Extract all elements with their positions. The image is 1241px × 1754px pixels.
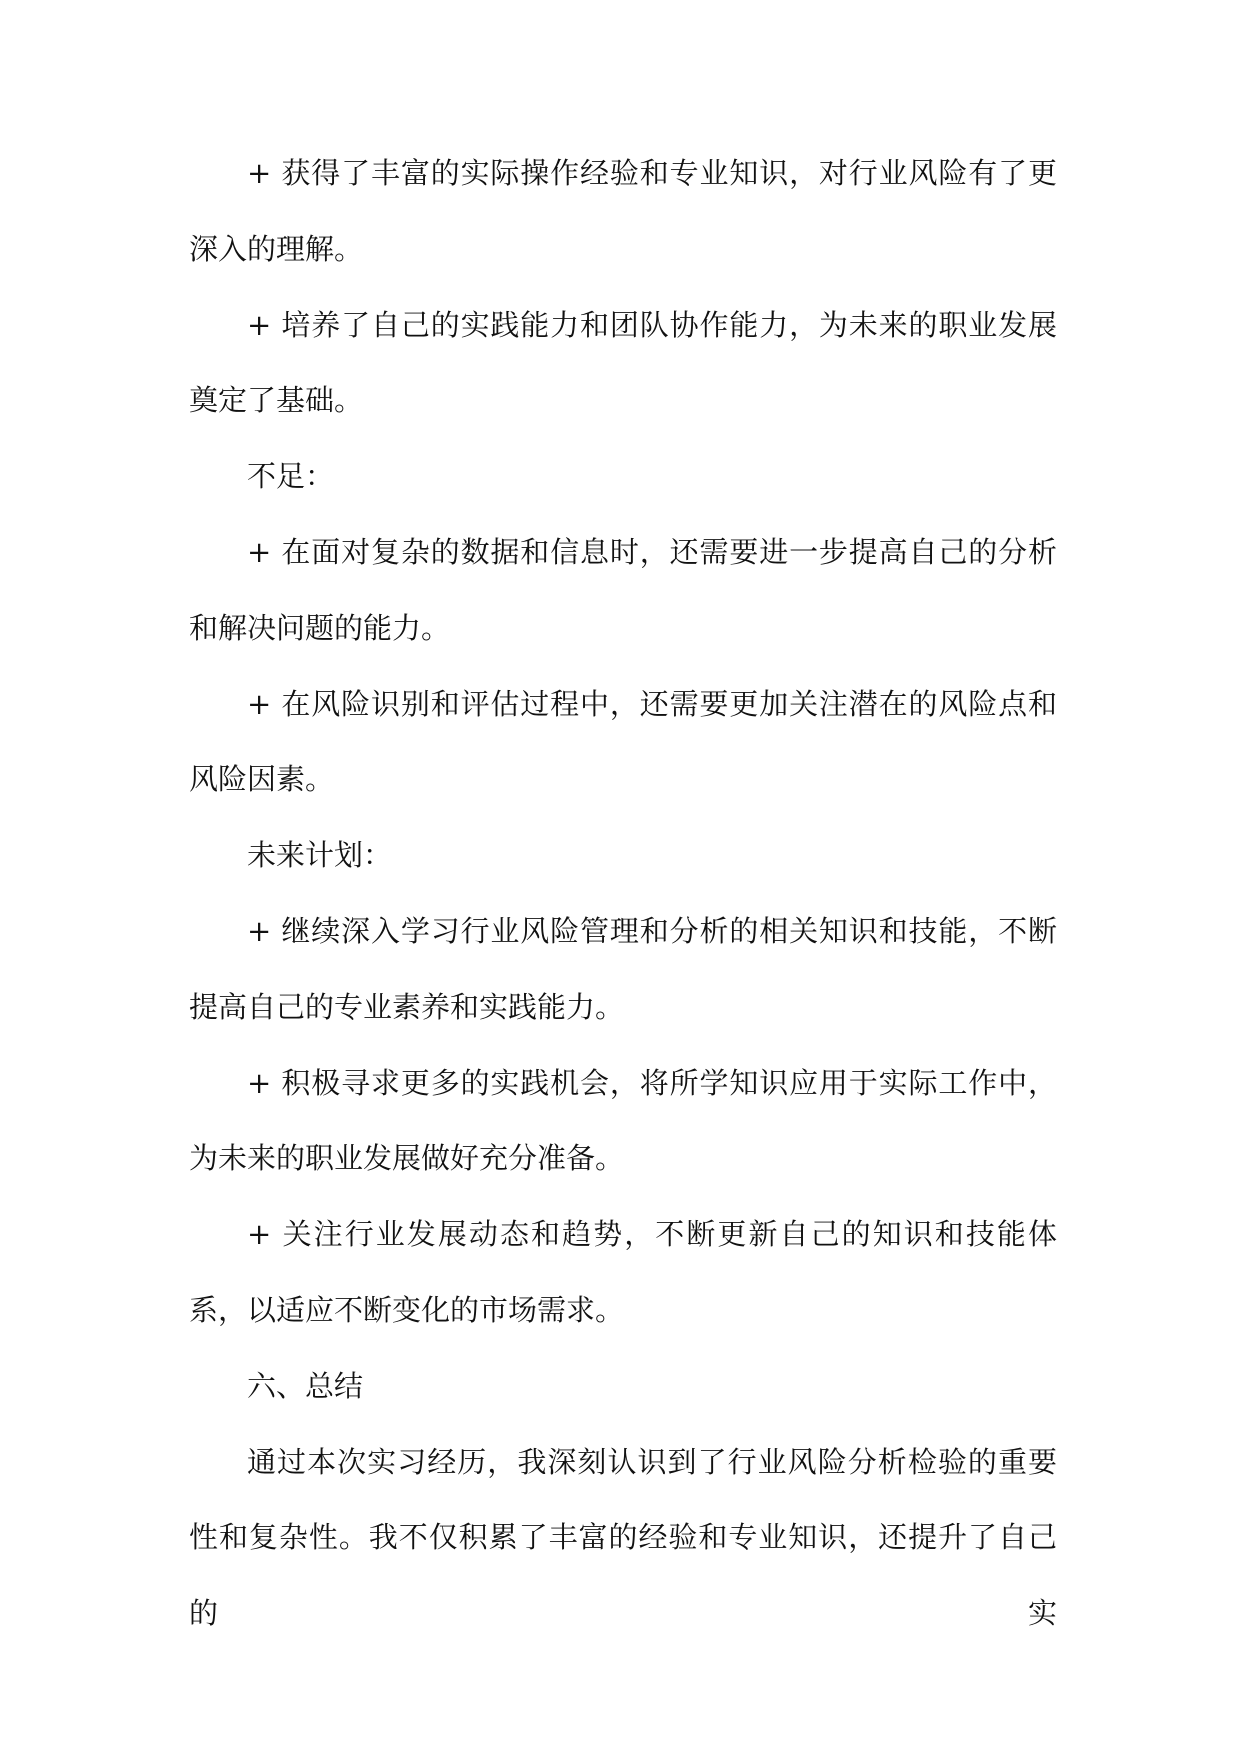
document-body	[189, 136, 1057, 1652]
future-plan-heading: 未来计划：	[247, 838, 393, 873]
future-plan-item-trends: + 关注行业发展动态和趋势，不断更新自己的知识和技能体系，以适应不断变化的市场需求。	[189, 1217, 1057, 1327]
achievement-item-skills: + 培养了自己的实践能力和团队协作能力，为未来的职业发展奠定了基础。	[189, 307, 1057, 418]
shortcoming-item-risk-identification: + 在风险识别和评估过程中，还需要更加关注潜在的风险点和风险因素。	[189, 686, 1057, 797]
achievement-item-experience: + 获得了丰富的实际操作经验和专业知识，对行业风险有了更深入的理解。	[189, 156, 1057, 266]
summary-paragraph: 通过本次实习经历，我深刻认识到了行业风险分析检验的重要性和复杂性。我不仅积累了丰富的经验和专业知识，还提升了自己的实	[189, 1444, 1057, 1631]
summary-heading: 六、总结	[247, 1368, 364, 1403]
shortcomings-heading: 不足：	[247, 459, 335, 494]
shortcoming-item-analysis: + 在面对复杂的数据和信息时，还需要进一步提高自己的分析和解决问题的能力。	[189, 534, 1057, 645]
future-plan-item-practice: + 积极寻求更多的实践机会，将所学知识应用于实际工作中，为未来的职业发展做好充分准备。	[189, 1065, 1057, 1176]
future-plan-item-learning: + 继续深入学习行业风险管理和分析的相关知识和技能，不断提高自己的专业素养和实践能力。	[189, 913, 1057, 1024]
